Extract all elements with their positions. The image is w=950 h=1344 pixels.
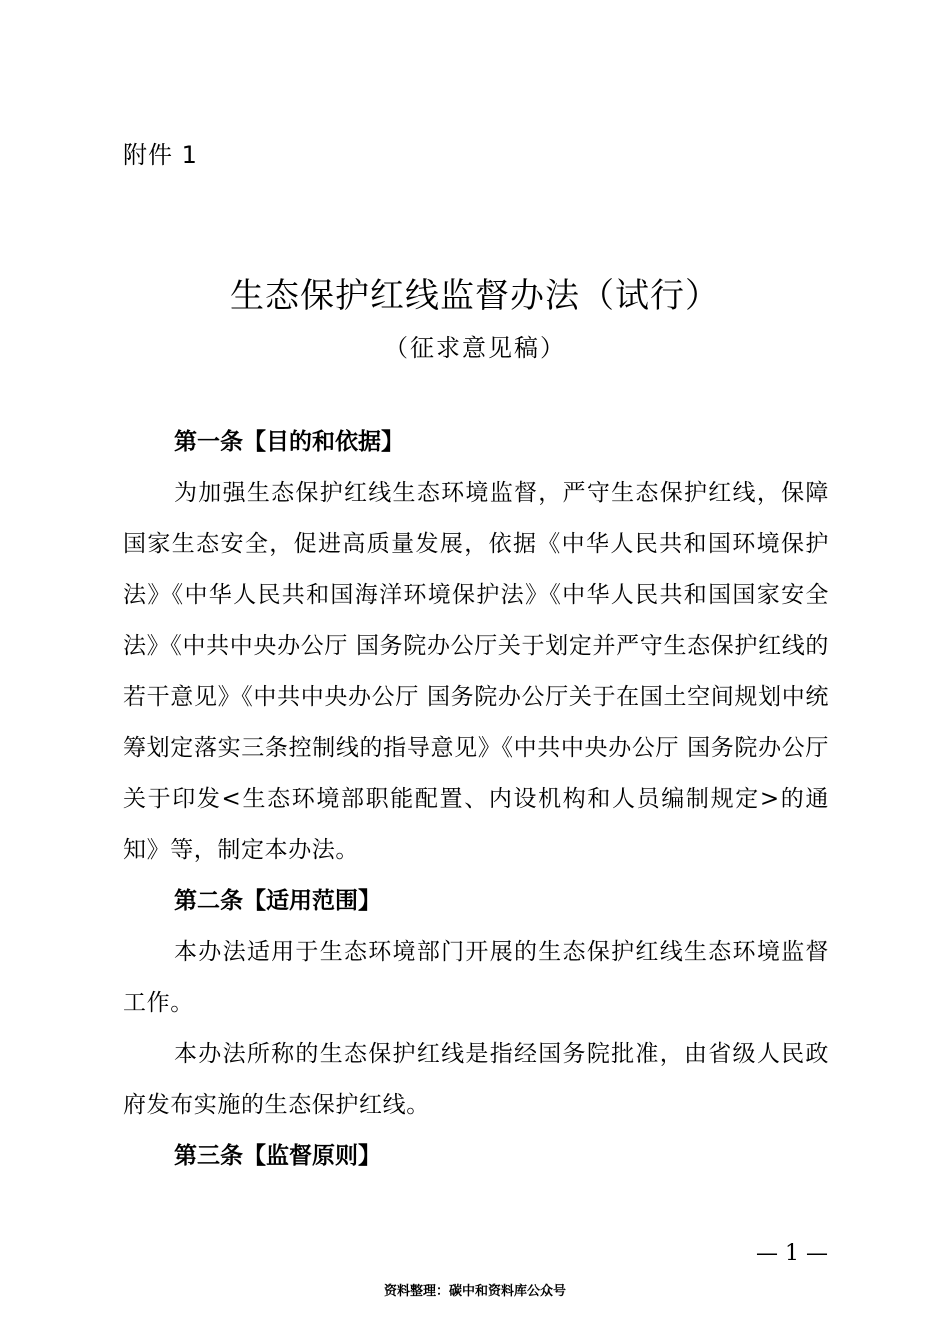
document-body [123, 417, 829, 1182]
page-number: — 1 — [756, 1241, 828, 1266]
article-heading: 第一条【目的和依据】 [174, 429, 404, 455]
article-2 [123, 876, 829, 1131]
article-paragraph: 为加强生态保护红线生态环境监督，严守生态保护红线，保障国家生态安全，促进高质量发展，依据《中华人民共和国环境保护法》《中华人民共和国海洋环境保护法》《中华人民共和国国家安全法》《中共中央办公厅 国务院办公厅关于划定并严守生态保护红线的若干意见》《中共中央办公厅 国务院办公厅关于在国土空间规划中统筹划定落实三条控制线的指导意见》《中共中央办公厅 国务院办公厅关于印发<生态环境部职能配置、内设机构和人员编制规定>的通知》等，制定本办法。 [123, 480, 829, 863]
article-heading: 第二条【适用范围】 [174, 888, 381, 914]
document-subtitle: （征求意见稿） [384, 334, 566, 362]
article-paragraph: 本办法适用于生态环境部门开展的生态保护红线生态环境监督工作。 [123, 939, 829, 1016]
document-title: 生态保护红线监督办法（试行） [230, 276, 720, 316]
article-paragraph: 本办法所称的生态保护红线是指经国务院批准，由省级人民政府发布实施的生态保护红线。 [123, 1041, 829, 1118]
attachment-label: 附件 1 [123, 141, 198, 169]
article-1 [123, 417, 829, 876]
article-heading: 第三条【监督原则】 [174, 1143, 381, 1169]
article-3 [123, 1131, 829, 1182]
footer-note: 资料整理：碳中和资料库公众号 [383, 1284, 566, 1299]
